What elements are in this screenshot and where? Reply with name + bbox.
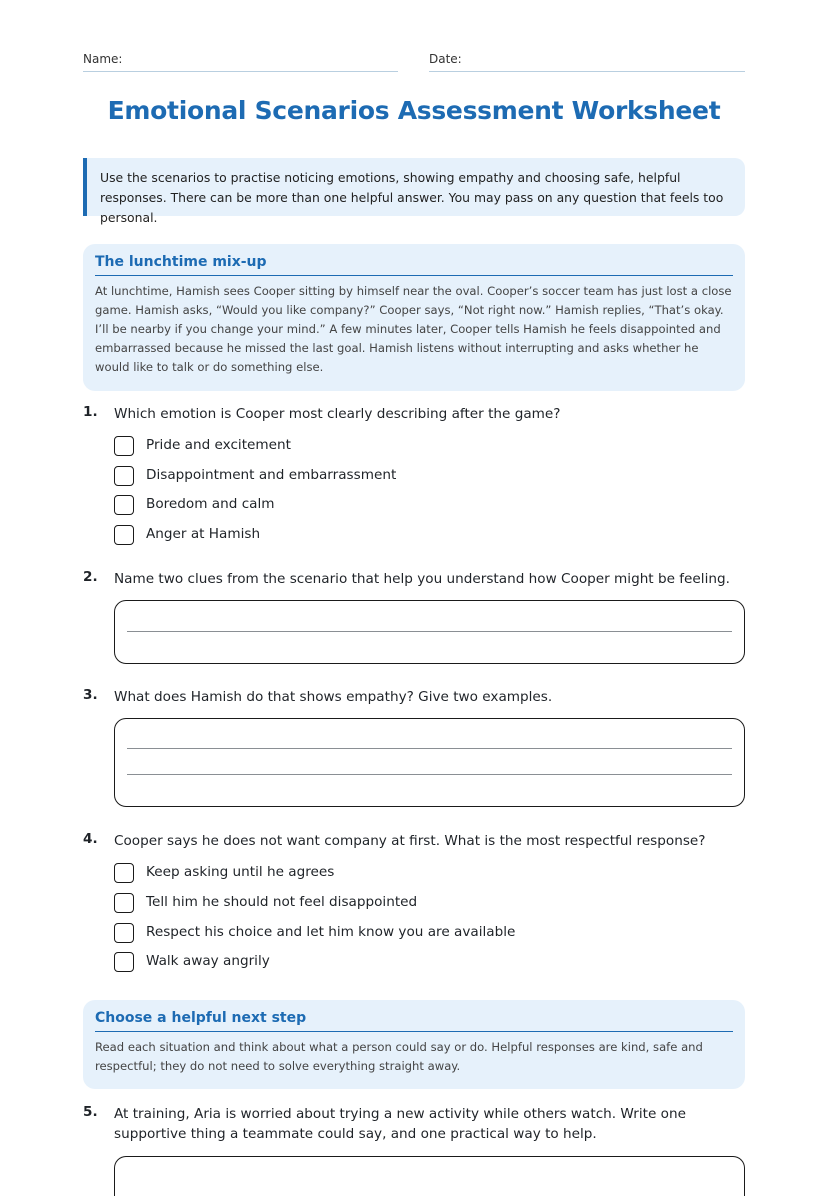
name-label: Name: bbox=[83, 52, 123, 66]
intro-callout: Use the scenarios to practise noticing emotions, showing empathy and choosing safe, helpful responses. There can be more than one helpful answer. You may pass on any question that feels too personal. bbox=[83, 158, 745, 216]
section-heading: Choose a helpful next step bbox=[95, 1010, 733, 1032]
option[interactable] bbox=[114, 923, 714, 947]
question-text: What does Hamish do that shows empathy? Give two examples. bbox=[114, 689, 553, 705]
option-label: Tell him he should not feel disappointed bbox=[146, 894, 418, 910]
option[interactable] bbox=[114, 952, 714, 976]
name-field[interactable] bbox=[83, 52, 398, 72]
checkbox[interactable] bbox=[114, 495, 134, 515]
scenario-section-next-step bbox=[83, 1000, 745, 1089]
option-label: Anger at Hamish bbox=[146, 526, 261, 542]
checkbox[interactable] bbox=[114, 525, 134, 545]
question-number: 4. bbox=[83, 831, 98, 847]
option[interactable] bbox=[114, 863, 714, 887]
checkbox[interactable] bbox=[114, 923, 134, 943]
question-text: Which emotion is Cooper most clearly describing after the game? bbox=[114, 406, 561, 422]
option[interactable] bbox=[114, 495, 714, 519]
checkbox[interactable] bbox=[114, 466, 134, 486]
answer-line bbox=[127, 748, 732, 749]
checkbox[interactable] bbox=[114, 436, 134, 456]
option-label: Keep asking until he agrees bbox=[146, 864, 335, 880]
option[interactable] bbox=[114, 893, 714, 917]
checkbox[interactable] bbox=[114, 952, 134, 972]
question-number: 3. bbox=[83, 687, 98, 703]
date-label: Date: bbox=[429, 52, 462, 66]
section-body: At lunchtime, Hamish sees Cooper sitting by himself near the oval. Cooper’s soccer team has just lost a close game. Hamish asks, “Would you like company?” Cooper says, “Not right now.” Hamish replies, “That’s okay. I’ll be nearby if you change your mind.” A few minutes later, Cooper tells Hamish he feels disappointed and embarrassed because he missed the last goal. Hamish listens without interrupting and asks whether he would like to talk or do something else. bbox=[95, 284, 732, 374]
question-number: 1. bbox=[83, 404, 98, 420]
option-label: Walk away angrily bbox=[146, 953, 270, 969]
answer-line bbox=[127, 631, 732, 632]
header-fields bbox=[83, 52, 745, 74]
option-label: Pride and excitement bbox=[146, 437, 291, 453]
option-label: Disappointment and embarrassment bbox=[146, 467, 397, 483]
checkbox[interactable] bbox=[114, 863, 134, 883]
date-field[interactable] bbox=[429, 52, 745, 72]
option-label: Respect his choice and let him know you are available bbox=[146, 924, 516, 940]
question-number: 2. bbox=[83, 569, 98, 585]
question-text: Cooper says he does not want company at first. What is the most respectful response? bbox=[114, 833, 706, 849]
option-label: Boredom and calm bbox=[146, 496, 275, 512]
section-body: Read each situation and think about what a person could say or do. Helpful responses are kind, safe and respectful; they do not need to solve everything straight away. bbox=[95, 1040, 703, 1073]
checkbox[interactable] bbox=[114, 893, 134, 913]
option[interactable] bbox=[114, 436, 714, 460]
answer-box[interactable] bbox=[114, 600, 745, 664]
question-text: At training, Aria is worried about trying a new activity while others watch. Write one supportive thing a teammate could say, and one practical way to help. bbox=[114, 1106, 686, 1142]
section-heading: The lunchtime mix-up bbox=[95, 254, 733, 276]
question-number: 5. bbox=[83, 1104, 98, 1120]
option[interactable] bbox=[114, 466, 714, 490]
answer-box[interactable] bbox=[114, 718, 745, 807]
option[interactable] bbox=[114, 525, 714, 549]
answer-line bbox=[127, 774, 732, 775]
question-text: Name two clues from the scenario that help you understand how Cooper might be feeling. bbox=[114, 571, 730, 587]
answer-box[interactable] bbox=[114, 1156, 745, 1196]
scenario-section-lunchtime bbox=[83, 244, 745, 391]
page-title: Emotional Scenarios Assessment Worksheet bbox=[107, 96, 721, 125]
